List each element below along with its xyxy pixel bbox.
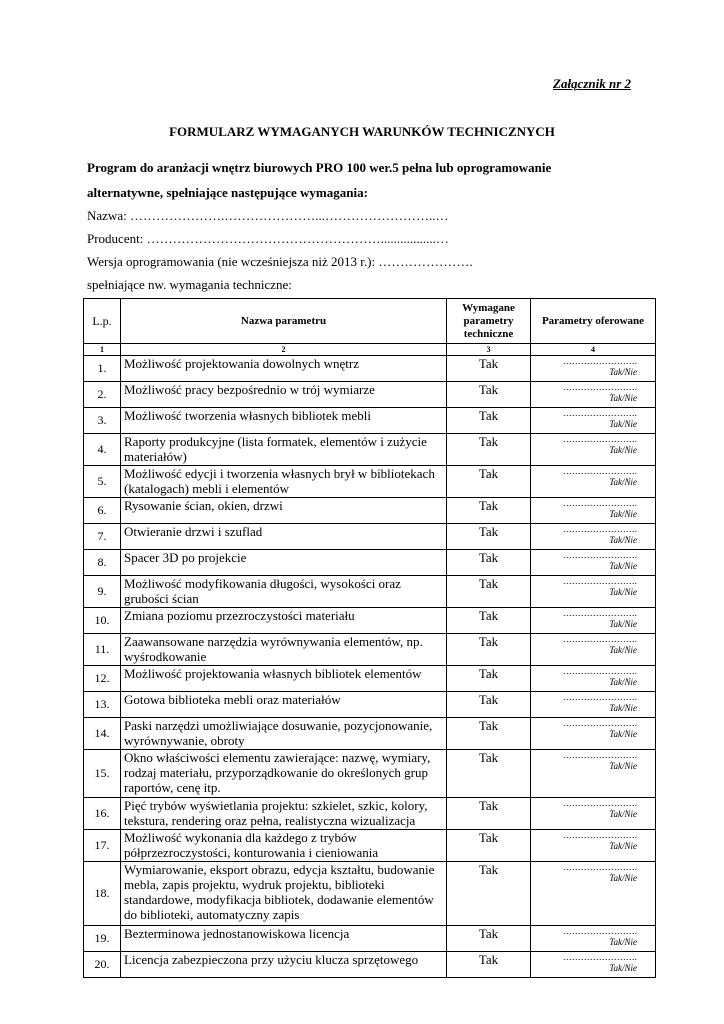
required-value: Tak [447, 466, 531, 498]
table-row [84, 382, 656, 408]
offered-value-field[interactable] [531, 798, 656, 830]
table-row [84, 952, 656, 978]
required-value: Tak [447, 952, 531, 978]
offered-value-field[interactable] [531, 830, 656, 862]
form-title: FORMULARZ WYMAGANYCH WARUNKÓW TECHNICZNYCH [169, 124, 555, 139]
offered-value-field[interactable] [531, 862, 656, 926]
offer-dots: ……………………. [562, 466, 637, 476]
offered-value-field[interactable] [531, 356, 656, 382]
offered-value-field[interactable] [531, 382, 656, 408]
row-number: 18. [84, 862, 121, 926]
parameter-name: Możliwość pracy bezpośrednio w trój wymiarze [121, 382, 447, 408]
offer-dots: ……………………. [562, 798, 637, 808]
offer-dots: ……………………. [562, 634, 637, 644]
row-number: 5. [84, 466, 121, 498]
offered-value-field[interactable] [531, 634, 656, 666]
parameter-name: Paski narzędzi umożliwiające dosuwanie, pozycjonowanie, wyrównywanie, obroty [121, 718, 447, 750]
table-row [84, 356, 656, 382]
table-row [84, 862, 656, 926]
row-number: 20. [84, 952, 121, 978]
offer-dots: ……………………. [562, 926, 637, 936]
table-row [84, 692, 656, 718]
parameter-name: Możliwość tworzenia własnych bibliotek mebli [121, 408, 447, 434]
offer-choice: Tak/Nie [609, 393, 637, 403]
parameter-name: Okno właściwości elementu zawierające: nazwę, wymiary, rodzaj materiału, przyporządkowanie do określonych grup raportów, cenę itp. [121, 750, 447, 798]
row-number: 11. [84, 634, 121, 666]
parameter-name: Możliwość wykonania dla każdego z trybów półprzezroczystości, konturowania i cieniowania [121, 830, 447, 862]
required-value: Tak [447, 718, 531, 750]
required-value: Tak [447, 356, 531, 382]
required-value: Tak [447, 798, 531, 830]
row-number: 19. [84, 926, 121, 952]
offer-choice: Tak/Nie [609, 561, 637, 571]
parameter-name: Rysowanie ścian, okien, drzwi [121, 498, 447, 524]
offer-choice: Tak/Nie [609, 619, 637, 629]
offer-choice: Tak/Nie [609, 477, 637, 487]
offer-dots: ……………………. [562, 576, 637, 586]
producer-field-line: Producent: ……………………………………………….................… [87, 231, 449, 246]
header-lp: L.p. [84, 299, 121, 344]
offered-value-field[interactable] [531, 692, 656, 718]
offer-choice: Tak/Nie [609, 937, 637, 947]
offer-dots: ……………………. [562, 524, 637, 534]
parameter-name: Raporty produkcyjne (lista formatek, elementów i zużycie materiałów) [121, 434, 447, 466]
required-value: Tak [447, 550, 531, 576]
row-number: 2. [84, 382, 121, 408]
row-number: 12. [84, 666, 121, 692]
header-parameter-name: Nazwa parametru [121, 299, 447, 344]
offer-dots: ……………………. [562, 692, 637, 702]
required-value: Tak [447, 498, 531, 524]
offer-dots: ……………………. [562, 952, 637, 962]
required-value: Tak [447, 830, 531, 862]
parameter-name: Zaawansowane narzędzia wyrównywania elementów, np. wyśrodkowanie [121, 634, 447, 666]
offer-dots: ……………………. [562, 550, 637, 560]
required-value: Tak [447, 750, 531, 798]
offered-value-field[interactable] [531, 498, 656, 524]
parameter-name: Zmiana poziomu przezroczystości materiału [121, 608, 447, 634]
offer-dots: ……………………. [562, 750, 637, 760]
row-number: 7. [84, 524, 121, 550]
offer-dots: ……………………. [562, 666, 637, 676]
row-number: 8. [84, 550, 121, 576]
version-field-line: Wersja oprogramowania (nie wcześniejsza niż 2013 r.): …………………. [87, 254, 473, 269]
parameter-name: Licencja zabezpieczona przy użyciu klucza sprzętowego [121, 952, 447, 978]
offer-dots: ……………………. [562, 498, 637, 508]
requirements-table [83, 298, 656, 978]
column-number-row [84, 344, 656, 356]
table-row [84, 926, 656, 952]
parameter-name: Gotowa biblioteka mebli oraz materiałów [121, 692, 447, 718]
offer-choice: Tak/Nie [609, 509, 637, 519]
table-row [84, 408, 656, 434]
offer-choice: Tak/Nie [609, 873, 637, 883]
required-value: Tak [447, 608, 531, 634]
required-value: Tak [447, 692, 531, 718]
offered-value-field[interactable] [531, 718, 656, 750]
parameter-name: Wymiarowanie, eksport obrazu, edycja kształtu, budowanie mebla, zapis projektu, wydruk projektu, biblioteki standardowe, modyfikacja bibliotek, dodawanie elementów do biblioteki, automatyczny zapis [121, 862, 447, 926]
offer-choice: Tak/Nie [609, 677, 637, 687]
offer-dots: ……………………. [562, 608, 637, 618]
required-value: Tak [447, 382, 531, 408]
parameter-name: Możliwość projektowania dowolnych wnętrz [121, 356, 447, 382]
offer-choice: Tak/Nie [609, 809, 637, 819]
offer-choice: Tak/Nie [609, 729, 637, 739]
offer-choice: Tak/Nie [609, 419, 637, 429]
row-number: 9. [84, 576, 121, 608]
offer-choice: Tak/Nie [609, 587, 637, 597]
parameter-name: Pięć trybów wyświetlania projektu: szkielet, szkic, kolory, tekstura, rendering oraz pełna, realistyczna wizualizacja [121, 798, 447, 830]
parameter-name: Spacer 3D po projekcie [121, 550, 447, 576]
table-row [84, 524, 656, 550]
offered-value-field[interactable] [531, 550, 656, 576]
offer-choice: Tak/Nie [609, 535, 637, 545]
header-offered-parameters: Parametry oferowane [531, 299, 656, 344]
required-value: Tak [447, 434, 531, 466]
offer-choice: Tak/Nie [609, 703, 637, 713]
table-row [84, 798, 656, 830]
requirements-intro: spełniające nw. wymagania techniczne: [87, 277, 292, 292]
offered-value-field[interactable] [531, 666, 656, 692]
column-number: 2 [121, 344, 447, 356]
parameter-name: Możliwość modyfikowania długości, wysokości oraz grubości ścian [121, 576, 447, 608]
column-number: 1 [84, 344, 121, 356]
required-value: Tak [447, 926, 531, 952]
row-number: 13. [84, 692, 121, 718]
offered-value-field[interactable] [531, 576, 656, 608]
required-value: Tak [447, 524, 531, 550]
header-required-parameters: Wymagane parametry techniczne [447, 299, 531, 344]
row-number: 14. [84, 718, 121, 750]
parameter-name: Możliwość projektowania własnych bibliotek elementów [121, 666, 447, 692]
row-number: 6. [84, 498, 121, 524]
row-number: 10. [84, 608, 121, 634]
offer-choice: Tak/Nie [609, 445, 637, 455]
offer-dots: ……………………. [562, 862, 637, 872]
offer-dots: ……………………. [562, 408, 637, 418]
table-row [84, 634, 656, 666]
offer-choice: Tak/Nie [609, 645, 637, 655]
row-number: 1. [84, 356, 121, 382]
table-row [84, 608, 656, 634]
offer-dots: ……………………. [562, 830, 637, 840]
table-row [84, 576, 656, 608]
offered-value-field[interactable] [531, 434, 656, 466]
table-row [84, 434, 656, 466]
offer-dots: ……………………. [562, 382, 637, 392]
offer-dots: ……………………. [562, 356, 637, 366]
required-value: Tak [447, 666, 531, 692]
column-number: 3 [447, 344, 531, 356]
parameter-name: Otwieranie drzwi i szuflad [121, 524, 447, 550]
offered-value-field[interactable] [531, 408, 656, 434]
name-field-line: Nazwa: ………………….…………………...……………………..… [87, 208, 449, 223]
row-number: 17. [84, 830, 121, 862]
required-value: Tak [447, 634, 531, 666]
row-number: 15. [84, 750, 121, 798]
row-number: 16. [84, 798, 121, 830]
table-row [84, 498, 656, 524]
offered-value-field[interactable] [531, 524, 656, 550]
program-description-line-1: Program do aranżacji wnętrz biurowych PRO 100 wer.5 pełna lub oprogramowanie [87, 160, 552, 175]
offered-value-field[interactable] [531, 952, 656, 978]
offer-dots: ……………………. [562, 434, 637, 444]
offer-choice: Tak/Nie [609, 761, 637, 771]
required-value: Tak [447, 576, 531, 608]
offer-choice: Tak/Nie [609, 963, 637, 973]
table-row [84, 718, 656, 750]
offer-choice: Tak/Nie [609, 367, 637, 377]
program-description-line-2: alternatywne, spełniające następujące wymagania: [87, 185, 368, 200]
header-row [84, 299, 656, 344]
offered-value-field[interactable] [531, 466, 656, 498]
table-row [84, 666, 656, 692]
table-row [84, 830, 656, 862]
column-number: 4 [531, 344, 656, 356]
offer-dots: ……………………. [562, 718, 637, 728]
parameter-name: Bezterminowa jednostanowiskowa licencja [121, 926, 447, 952]
parameter-name: Możliwość edycji i tworzenia własnych brył w bibliotekach (katalogach) mebli i elementów [121, 466, 447, 498]
offered-value-field[interactable] [531, 926, 656, 952]
annex-label: Załącznik nr 2 [553, 76, 632, 91]
table-row [84, 750, 656, 798]
required-value: Tak [447, 862, 531, 926]
offer-choice: Tak/Nie [609, 841, 637, 851]
required-value: Tak [447, 408, 531, 434]
offered-value-field[interactable] [531, 608, 656, 634]
table-row [84, 550, 656, 576]
row-number: 3. [84, 408, 121, 434]
row-number: 4. [84, 434, 121, 466]
offered-value-field[interactable] [531, 750, 656, 798]
table-row [84, 466, 656, 498]
